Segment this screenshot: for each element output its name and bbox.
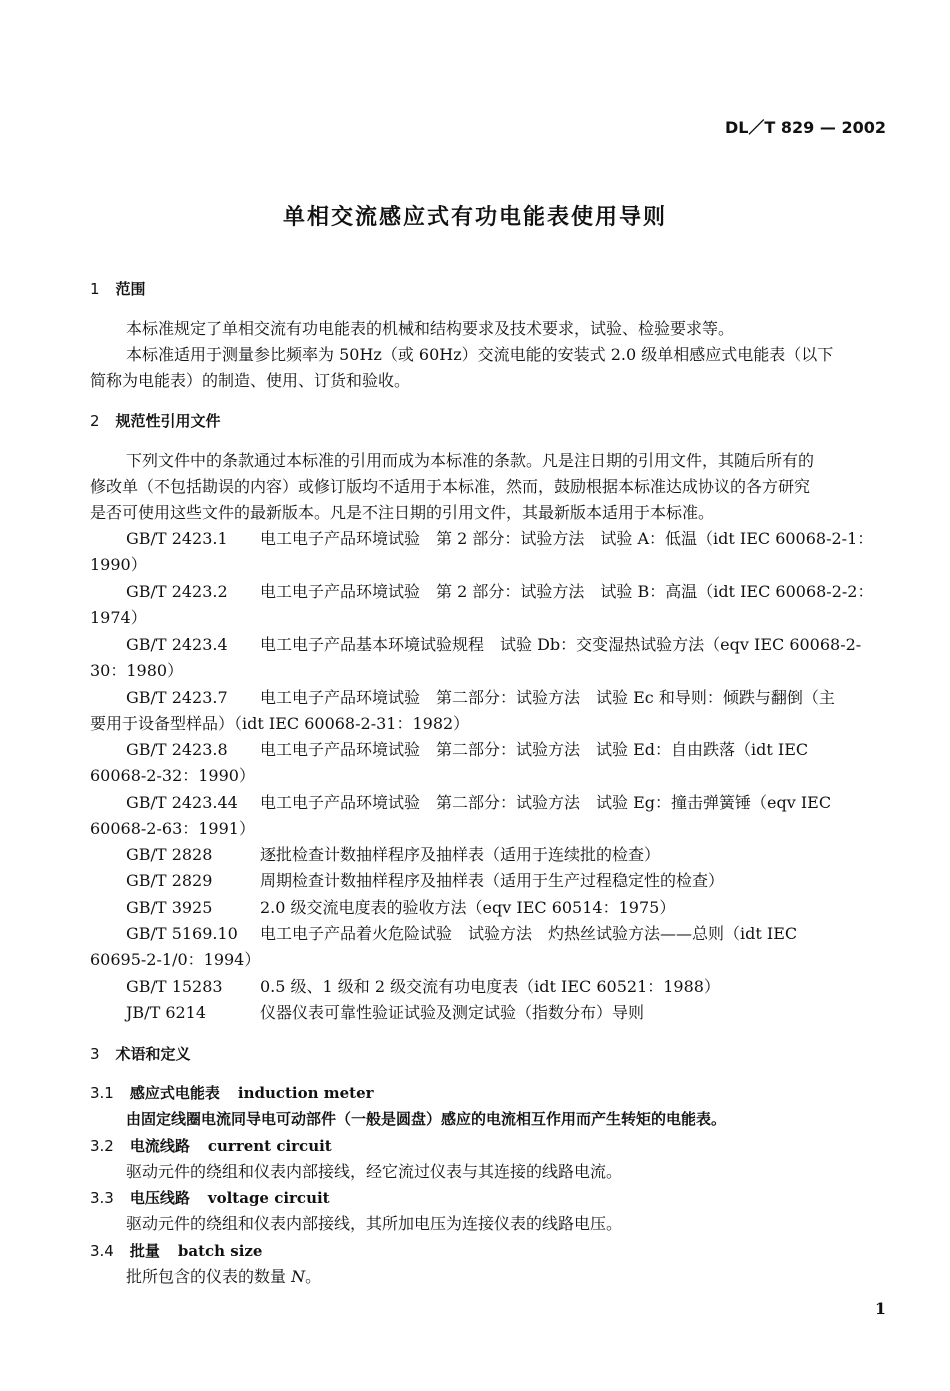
definition-end: 。: [305, 1267, 322, 1286]
term-number: 3.3: [90, 1189, 114, 1207]
reference-title: 电工电子产品环境试验 第 2 部分：试验方法 试验 A：低温（idt IEC 60068-2-1：: [260, 529, 874, 548]
term-heading-3-1: [90, 1080, 374, 1106]
reference-code: GB/T 2423.8: [126, 740, 228, 759]
term-definition: 驱动元件的绕组和仪表内部接线，其所加电压为连接仪表的线路电压。: [126, 1214, 623, 1233]
term-heading-3-3: [90, 1185, 330, 1211]
section-1-heading: [90, 276, 146, 302]
normative-intro-line-2: 修改单（不包括勘误的内容）或修订版均不适用于本标准，然而，鼓励根据本标准达成协议的各方研究: [90, 477, 811, 496]
reference-continuation: 60695-2-1/0：1994）: [90, 950, 261, 969]
reference-code: GB/T 2423.4: [126, 635, 228, 654]
term-number: 3.4: [90, 1242, 114, 1260]
term-chinese: 感应式电能表: [129, 1084, 220, 1102]
term-english: voltage circuit: [207, 1189, 330, 1207]
reference-line: [126, 1000, 644, 1026]
section-number: 3: [90, 1045, 100, 1063]
variable-n: N: [291, 1267, 306, 1286]
reference-continuation: 要用于设备型样品）（idt IEC 60068-2-31：1982）: [90, 714, 470, 733]
page-number: 1: [874, 1299, 886, 1318]
section-title: 术语和定义: [115, 1045, 191, 1063]
term-english: current circuit: [207, 1137, 332, 1155]
definition-text: 批所包含的仪表的数量: [126, 1267, 287, 1286]
reference-title: 0.5 级、1 级和 2 级交流有功电度表（idt IEC 60521：1988）: [260, 977, 720, 996]
term-definition: [126, 1264, 321, 1290]
reference-line: [126, 842, 660, 868]
reference-title: 周期检查计数抽样程序及抽样表（适用于生产过程稳定性的检查）: [260, 871, 725, 890]
normative-intro-line-1: 下列文件中的条款通过本标准的引用而成为本标准的条款。凡是注日期的引用文件，其随后所有的: [126, 451, 815, 470]
reference-title: 2.0 级交流电度表的验收方法（eqv IEC 60514：1975）: [260, 898, 676, 917]
document-title: 单相交流感应式有功电能表使用导则: [282, 205, 667, 230]
term-chinese: 电流线路: [129, 1137, 190, 1155]
reference-code: GB/T 2423.44: [126, 793, 238, 812]
section-2-heading: [90, 408, 221, 434]
reference-continuation: 60068-2-63：1991）: [90, 819, 255, 838]
reference-continuation: 1974）: [90, 608, 147, 627]
section-number: 1: [90, 280, 100, 298]
reference-line: [126, 868, 724, 894]
term-english: batch size: [177, 1242, 263, 1260]
reference-title: 电工电子产品着火危险试验 试验方法 灼热丝试验方法——总则（idt IEC: [260, 924, 798, 943]
term-definition: 由固定线圈电流同导电可动部件（一般是圆盘）感应的电流相互作用而产生转矩的电能表。: [126, 1110, 727, 1128]
reference-code: JB/T 6214: [126, 1003, 207, 1022]
reference-code: GB/T 2423.2: [126, 582, 228, 601]
term-definition: 驱动元件的绕组和仪表内部接线，经它流过仪表与其连接的线路电流。: [126, 1162, 623, 1181]
reference-line: [126, 790, 831, 816]
reference-title: 电工电子产品环境试验 第二部分：试验方法 试验 Ed：自由跌落（idt IEC: [260, 740, 809, 759]
reference-line: [126, 632, 861, 658]
term-chinese: 电压线路: [129, 1189, 190, 1207]
reference-code: GB/T 2423.1: [126, 529, 228, 548]
normative-intro-line-3: 是否可使用这些文件的最新版本。凡是不注日期的引用文件，其最新版本适用于本标准。: [90, 503, 715, 522]
section-3-heading: [90, 1041, 191, 1067]
reference-title: 电工电子产品环境试验 第二部分：试验方法 试验 Ec 和导则：倾跌与翻倒（主: [260, 688, 835, 707]
term-number: 3.2: [90, 1137, 114, 1155]
reference-line: [126, 526, 873, 552]
reference-code: GB/T 15283: [126, 977, 223, 996]
reference-line: [126, 974, 720, 1000]
reference-line: [126, 685, 835, 711]
section-number: 2: [90, 412, 100, 430]
reference-title: 电工电子产品环境试验 第二部分：试验方法 试验 Eg：撞击弹簧锤（eqv IEC: [260, 793, 832, 812]
reference-continuation: 30：1980）: [90, 661, 184, 680]
reference-code: GB/T 2828: [126, 845, 213, 864]
reference-code: GB/T 5169.10: [126, 924, 238, 943]
reference-title: 电工电子产品环境试验 第 2 部分：试验方法 试验 B：高温（idt IEC 60068-2-2：: [260, 582, 874, 601]
section-title: 范围: [115, 280, 146, 298]
term-heading-3-4: [90, 1238, 262, 1264]
scope-paragraph-2-line-2: 简称为电能表）的制造、使用、订货和验收。: [90, 371, 411, 390]
scope-paragraph-1: 本标准规定了单相交流有功电能表的机械和结构要求及技术要求，试验、检验要求等。: [126, 319, 735, 338]
reference-line: [126, 921, 797, 947]
reference-line: [126, 737, 808, 763]
reference-continuation: 1990）: [90, 555, 147, 574]
term-english: induction meter: [237, 1084, 374, 1102]
reference-title: 仪器仪表可靠性验证试验及测定试验（指数分布）导则: [260, 1003, 645, 1022]
reference-title: 逐批检查计数抽样程序及抽样表（适用于连续批的检查）: [260, 845, 661, 864]
reference-code: GB/T 2829: [126, 871, 213, 890]
reference-line: [126, 895, 675, 921]
standard-code: DL／T 829 — 2002: [724, 118, 886, 137]
term-number: 3.1: [90, 1084, 114, 1102]
reference-code: GB/T 3925: [126, 898, 213, 917]
term-heading-3-2: [90, 1133, 332, 1159]
reference-title: 电工电子产品基本环境试验规程 试验 Db：交变湿热试验方法（eqv IEC 60068-2-: [260, 635, 862, 654]
reference-line: [126, 579, 873, 605]
reference-code: GB/T 2423.7: [126, 688, 228, 707]
reference-continuation: 60068-2-32：1990）: [90, 766, 255, 785]
term-chinese: 批量: [129, 1242, 160, 1260]
scope-paragraph-2-line-1: 本标准适用于测量参比频率为 50Hz（或 60Hz）交流电能的安装式 2.0 级单相感应式电能表（以下: [126, 345, 834, 364]
section-title: 规范性引用文件: [115, 412, 221, 430]
